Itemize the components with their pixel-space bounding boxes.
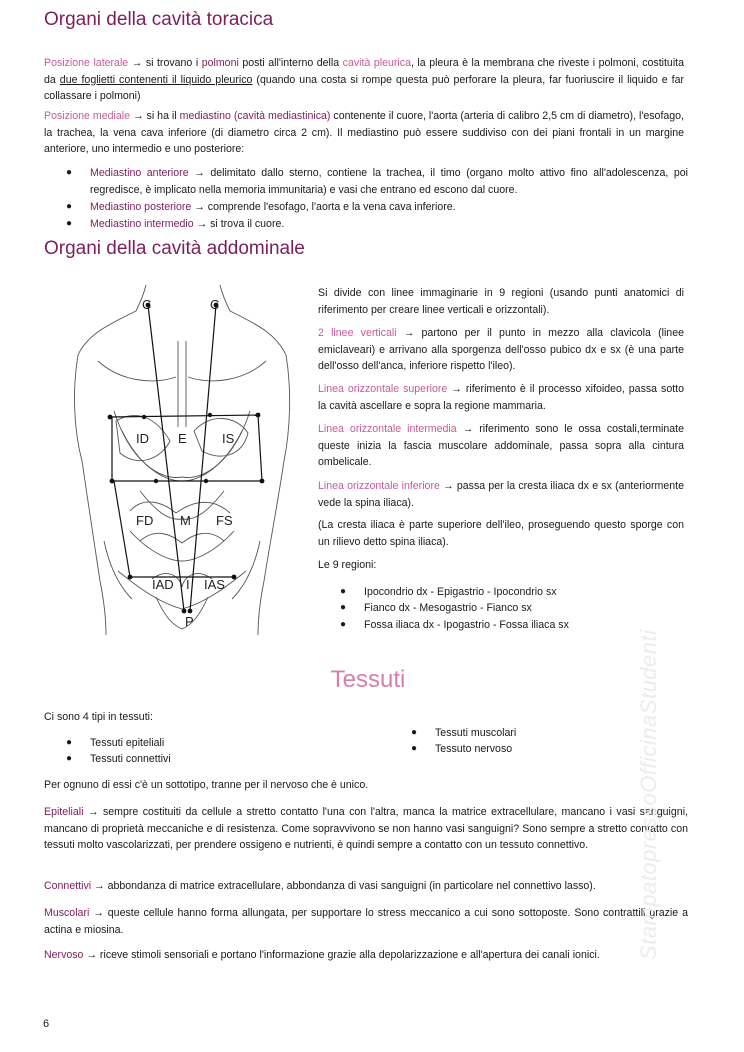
text-fragment: → queste cellule hanno forma allungata, per supportare lo stress meccanico a cui sono sottoposte. Sono contrattili grazie a actina e miosina.: [44, 907, 688, 936]
term-connettivi: Connettivi: [44, 880, 92, 892]
paragraph-linea-inferiore: [318, 478, 684, 511]
bullet-icon: ●: [340, 586, 347, 597]
bullet-icon: ●: [66, 201, 73, 212]
text-fragment: contenente il cuore, l'aorta (arteria di calibro 2,5 cm di diametro), l'esofago, la trachea, la vena cava inferiore (di diametro circa 2 cm). Il mediastino può essere suddiviso con dei piani frontali in un margine anteriore, uno intermedio e uno posteriore:: [44, 110, 685, 156]
term-linee-verticali: 2 linee verticali: [318, 327, 397, 339]
text-fragment: → delimitato dallo sterno, contiene la trachea, il timo (organo molto attivo fino all'adolescenza, poi regredisce, è implicato nella memoria immunitaria) e vasi che entrano ed escono dal cuore.: [90, 167, 688, 196]
list-item-text: Tessuti muscolari: [435, 727, 517, 739]
paragraph-linee-verticali: [318, 325, 684, 375]
label-p: P: [185, 614, 194, 629]
list-item-regioni-1: [340, 584, 684, 601]
term-polmoni: polmoni: [201, 57, 239, 69]
bullet-icon: ●: [66, 737, 73, 748]
term-nervoso: Nervoso: [44, 949, 84, 961]
term-cavita-pleurica: cavità pleurica: [342, 57, 411, 69]
page-number: 6: [43, 1018, 50, 1030]
bullet-icon: ●: [411, 727, 418, 738]
list-item-text: [90, 199, 456, 216]
text-fragment: → si trova il cuore.: [193, 218, 285, 230]
text-fragment: → si ha il: [130, 110, 180, 122]
tessuti-title-text: Tessuti: [330, 666, 406, 693]
text-fragment: → partono per il punto in mezzo alla clavicola (linee emiclaveari) e arrivano alla sporgenza dell'osso pubico dx e sx (è una parte dell'osso dell'anca, inferiore rispetto l'ileo).: [318, 327, 684, 373]
list-item-mediastino-intermedio: [66, 216, 688, 233]
bullet-icon: ●: [340, 619, 347, 630]
term-mediastino: mediastino (cavità mediastinica): [179, 110, 331, 122]
section-title-tessuti: [0, 666, 744, 694]
text-fragment: , la pleura è la membrana che riveste i polmoni, costituita da: [44, 57, 685, 86]
bullet-icon: ●: [66, 167, 73, 178]
paragraph-intro-regioni: Si divide con linee immaginarie in 9 regioni (usando punti anatomici di riferimento per creare linee verticali e orizzontali).: [318, 287, 684, 316]
paragraph-posizione-mediale: [44, 108, 684, 158]
paragraph-connettivi: [44, 878, 688, 895]
term-posizione-laterale: Posizione laterale: [44, 57, 129, 69]
text-fragment: → riferimento è il processo xifoideo, passa sotto la cavità ascellare e sopra la regione mammaria.: [318, 383, 685, 412]
regioni-label: Le 9 regioni:: [318, 559, 377, 571]
list-item-text: Tessuti epiteliali: [90, 737, 165, 749]
bullet-icon: ●: [340, 602, 347, 613]
term: Mediastino anteriore: [90, 167, 189, 179]
abdominal-regions-figure: [60, 281, 304, 635]
label-fd: FD: [136, 513, 154, 528]
section-title-addome: Organi della cavità addominale: [44, 238, 305, 259]
paragraph-muscolari: [44, 905, 688, 938]
underlined-phrase: due foglietti contenenti il liquido pleurico: [59, 73, 253, 86]
list-item-text: Tessuti connettivi: [90, 753, 171, 765]
term: Mediastino intermedio: [90, 218, 194, 230]
paragraph-sottotipo: Per ognuno di essi c'è un sottotipo, tranne per il nervoso che è unico.: [44, 779, 369, 791]
list-item-regioni-2: [340, 600, 684, 617]
list-item-text: Fianco dx - Mesogastrio - Fianco sx: [364, 602, 532, 614]
paragraph-nervoso: [44, 947, 688, 964]
paragraph-tessuti-intro: Ci sono 4 tipi in tessuti:: [44, 711, 153, 723]
term-linea-inferiore: Linea orizzontale inferiore: [318, 480, 440, 492]
list-item-text: [90, 216, 284, 233]
list-item-tessuti-epiteliali: [66, 735, 366, 752]
list-item-mediastino-posteriore: [66, 199, 688, 216]
text-fragment: → passa per la cresta iliaca dx e sx (anteriormente vede la spina iliaca).: [318, 480, 684, 509]
text-fragment: → comprende l'esofago, l'aorta e la vena cava inferiore.: [191, 201, 456, 213]
bullet-icon: ●: [411, 743, 418, 754]
label-c-right: C: [210, 297, 220, 312]
torso-diagram: [60, 281, 304, 635]
label-ias: IAS: [204, 577, 225, 592]
term-muscolari: Muscolari: [44, 907, 90, 919]
text-fragment: posti all'interno della: [238, 57, 343, 69]
label-iad: IAD: [152, 577, 174, 592]
list-item-mediastino-anteriore: [66, 165, 688, 199]
list-item-tessuti-connettivi: [66, 751, 366, 768]
term-linea-superiore: Linea orizzontale superiore: [318, 383, 448, 395]
label-e: E: [178, 431, 187, 446]
list-item-text: Tessuto nervoso: [435, 743, 513, 755]
term-posizione-mediale: Posizione mediale: [44, 110, 131, 122]
label-c-left: C: [142, 297, 152, 312]
term-linea-intermedia: Linea orizzontale intermedia: [318, 423, 457, 435]
label-id: ID: [136, 431, 149, 446]
watermark: StampatopressoOfficinaStudenti: [636, 629, 661, 960]
text-fragment: → riferimento sono le ossa costali,terminate queste inizia la fascia muscolare addominale, passa sopra alla cintura ombelicale.: [318, 423, 684, 469]
list-item-text: [90, 165, 688, 198]
bullet-icon: ●: [66, 218, 73, 229]
text-fragment: → sempre costituiti da cellule a stretto contatto l'una con l'altra, manca la matrice extracellulare, mancano i vasi sanguigni, mancano di proprietà meccaniche e di resistenza. Come sopravvivono se non hanno vasi sanguigni? Sono sempre a stretto contatto con tessuti molto vascolarizzati, per prendere ossigeno e nutrienti, è quindi sempre a contatto con un tessuto connettivo.: [44, 806, 688, 852]
label-i: I: [186, 577, 190, 592]
text-fragment: → si trovano i: [128, 57, 202, 69]
paragraph-posizione-laterale: [44, 55, 684, 105]
label-fs: FS: [216, 513, 233, 528]
label-m: M: [180, 513, 191, 528]
section-title-torace: Organi della cavità toracica: [44, 9, 274, 30]
label-is: IS: [222, 431, 235, 446]
term-epiteliali: Epiteliali: [44, 806, 84, 818]
term: Mediastino posteriore: [90, 201, 192, 213]
list-item-text: Ipocondrio dx - Epigastrio - Ipocondrio sx: [364, 586, 557, 598]
text-fragment: → abbondanza di matrice extracellulare, abbondanza di vasi sanguigni (in particolare nel connettivo lasso).: [91, 880, 596, 892]
list-item-text: Fossa iliaca dx - Ipogastrio - Fossa iliaca sx: [364, 619, 569, 631]
paragraph-linea-superiore: [318, 381, 684, 414]
paragraph-epiteliali: [44, 804, 688, 854]
text-fragment: → riceve stimoli sensoriali e portano l'informazione grazie alla depolarizzazione e all'apertura dei canali ionici.: [83, 949, 600, 961]
text-fragment: (quando una costa si rompe questa può perforare la pleura, far fuoriuscire il liquido e far collassare i polmoni): [44, 73, 684, 103]
paragraph-linea-intermedia: [318, 421, 684, 471]
paragraph-cresta-iliaca: (La cresta iliaca è parte superiore dell'ileo, proseguendo questo sporge con un rilievo detto spina iliaca).: [318, 519, 684, 548]
list-item-regioni-3: [340, 617, 684, 634]
bullet-icon: ●: [66, 753, 73, 764]
